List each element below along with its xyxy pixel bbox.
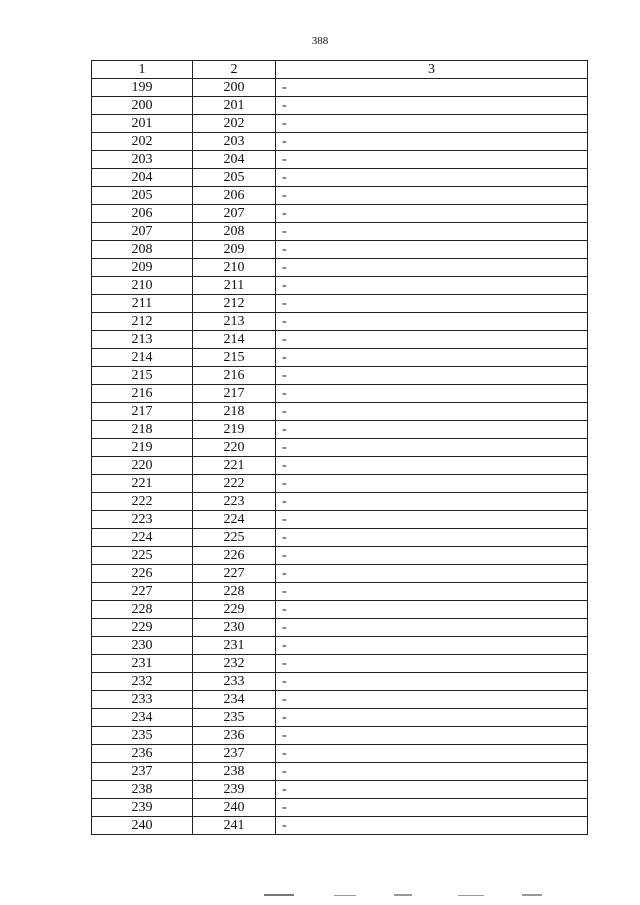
table-cell-col-3: - [276,619,588,637]
table-cell-col-1: 240 [92,817,193,835]
table-cell-col-2: 208 [193,223,276,241]
table-cell-col-2: 202 [193,115,276,133]
table-cell-col-2: 211 [193,277,276,295]
scan-footer-marks [260,894,560,902]
table-cell-col-3: - [276,799,588,817]
table-row [92,763,588,781]
table-row [92,583,588,601]
table-row [92,151,588,169]
table-cell-col-3: - [276,403,588,421]
table-cell-col-3: - [276,439,588,457]
page-number: 388 [311,35,329,47]
table-row [92,817,588,835]
table-cell-col-3: - [276,655,588,673]
table-cell-col-1: 214 [92,349,193,367]
table-row [92,655,588,673]
table-cell-col-3: - [276,709,588,727]
data-table [91,60,588,835]
table-row [92,511,588,529]
table-row [92,115,588,133]
table-cell-col-3: - [276,781,588,799]
table-cell-col-2: 215 [193,349,276,367]
table-cell-col-1: 225 [92,547,193,565]
table-cell-col-1: 230 [92,637,193,655]
table-cell-col-2: 228 [193,583,276,601]
table-cell-col-1: 235 [92,727,193,745]
table-cell-col-1: 203 [92,151,193,169]
table-cell-col-1: 209 [92,259,193,277]
table-row [92,493,588,511]
table-cell-col-3: - [276,367,588,385]
table-row [92,475,588,493]
table-cell-col-1: 215 [92,367,193,385]
table-cell-col-3: - [276,259,588,277]
table-row [92,799,588,817]
table-cell-col-3: - [276,133,588,151]
table-row [92,313,588,331]
table-cell-col-3: - [276,79,588,97]
table-cell-col-2: 234 [193,691,276,709]
table-row [92,79,588,97]
table-cell-col-2: 224 [193,511,276,529]
table-cell-col-3: - [276,187,588,205]
table-cell-col-3: - [276,313,588,331]
table-cell-col-1: 232 [92,673,193,691]
table-cell-col-1: 227 [92,583,193,601]
table-cell-col-2: 232 [193,655,276,673]
table-cell-col-2: 230 [193,619,276,637]
table-row [92,457,588,475]
column-header-2: 2 [193,61,276,79]
table-cell-col-2: 235 [193,709,276,727]
table-row [92,187,588,205]
table-cell-col-3: - [276,205,588,223]
table-cell-col-2: 217 [193,385,276,403]
table-cell-col-3: - [276,151,588,169]
table-cell-col-1: 210 [92,277,193,295]
table-cell-col-2: 226 [193,547,276,565]
table-row [92,241,588,259]
table-cell-col-2: 229 [193,601,276,619]
table-cell-col-3: - [276,601,588,619]
table-cell-col-2: 206 [193,187,276,205]
table-row [92,727,588,745]
table-cell-col-1: 237 [92,763,193,781]
table-cell-col-2: 201 [193,97,276,115]
table-cell-col-2: 220 [193,439,276,457]
table-cell-col-1: 218 [92,421,193,439]
table-row [92,781,588,799]
table-cell-col-2: 223 [193,493,276,511]
table-row [92,529,588,547]
table-cell-col-3: - [276,385,588,403]
table-cell-col-1: 223 [92,511,193,529]
table-cell-col-1: 233 [92,691,193,709]
table-cell-col-3: - [276,331,588,349]
table-cell-col-3: - [276,673,588,691]
table-cell-col-2: 205 [193,169,276,187]
table-cell-col-3: - [276,457,588,475]
table-cell-col-1: 220 [92,457,193,475]
table-cell-col-3: - [276,583,588,601]
table-cell-col-3: - [276,223,588,241]
table-cell-col-3: - [276,277,588,295]
table-cell-col-2: 213 [193,313,276,331]
table-cell-col-2: 236 [193,727,276,745]
table-cell-col-3: - [276,565,588,583]
table-cell-col-1: 204 [92,169,193,187]
table-cell-col-3: - [276,475,588,493]
table-row [92,277,588,295]
table-cell-col-1: 207 [92,223,193,241]
table-cell-col-3: - [276,241,588,259]
table-row [92,259,588,277]
table-row [92,295,588,313]
table-row [92,133,588,151]
table-cell-col-3: - [276,169,588,187]
table-cell-col-3: - [276,691,588,709]
table-cell-col-2: 238 [193,763,276,781]
table-cell-col-3: - [276,547,588,565]
table-cell-col-1: 206 [92,205,193,223]
table-row [92,367,588,385]
table-cell-col-2: 203 [193,133,276,151]
table-row [92,439,588,457]
table-cell-col-1: 219 [92,439,193,457]
table-cell-col-2: 212 [193,295,276,313]
table-cell-col-2: 214 [193,331,276,349]
table-cell-col-1: 226 [92,565,193,583]
table-cell-col-2: 231 [193,637,276,655]
table-row [92,205,588,223]
table-cell-col-2: 204 [193,151,276,169]
table-cell-col-2: 227 [193,565,276,583]
table-cell-col-1: 229 [92,619,193,637]
table-cell-col-2: 241 [193,817,276,835]
table-cell-col-1: 239 [92,799,193,817]
table-cell-col-3: - [276,115,588,133]
table-body [92,79,588,835]
table-row [92,637,588,655]
table-cell-col-1: 200 [92,97,193,115]
table-cell-col-3: - [276,97,588,115]
header-row [92,61,588,79]
table-cell-col-2: 222 [193,475,276,493]
table-row [92,709,588,727]
table-cell-col-3: - [276,637,588,655]
table-cell-col-2: 216 [193,367,276,385]
table-cell-col-1: 224 [92,529,193,547]
table-cell-col-1: 199 [92,79,193,97]
table-row [92,547,588,565]
table-cell-col-1: 208 [92,241,193,259]
table-cell-col-1: 222 [92,493,193,511]
table-cell-col-2: 200 [193,79,276,97]
table-row [92,403,588,421]
table-cell-col-3: - [276,511,588,529]
table-cell-col-1: 221 [92,475,193,493]
table-cell-col-3: - [276,295,588,313]
table-row [92,385,588,403]
table-cell-col-2: 218 [193,403,276,421]
table-cell-col-1: 205 [92,187,193,205]
table-cell-col-1: 201 [92,115,193,133]
table-row [92,97,588,115]
table-row [92,565,588,583]
table-cell-col-1: 213 [92,331,193,349]
column-header-3: 3 [276,61,588,79]
table-row [92,331,588,349]
table-row [92,169,588,187]
table-cell-col-1: 234 [92,709,193,727]
table-row [92,223,588,241]
table-row [92,691,588,709]
table-cell-col-2: 219 [193,421,276,439]
table-row [92,349,588,367]
table-row [92,673,588,691]
table-cell-col-1: 238 [92,781,193,799]
table-cell-col-3: - [276,817,588,835]
table-cell-col-1: 211 [92,295,193,313]
table-cell-col-2: 221 [193,457,276,475]
table-cell-col-3: - [276,763,588,781]
table-row [92,619,588,637]
table-cell-col-3: - [276,349,588,367]
table-cell-col-1: 212 [92,313,193,331]
table-row [92,421,588,439]
table-cell-col-2: 207 [193,205,276,223]
table-header [92,61,588,79]
table-row [92,745,588,763]
table-cell-col-1: 228 [92,601,193,619]
column-header-1: 1 [92,61,193,79]
table-cell-col-3: - [276,727,588,745]
table-cell-col-2: 210 [193,259,276,277]
table-cell-col-2: 239 [193,781,276,799]
table-cell-col-1: 217 [92,403,193,421]
table-cell-col-3: - [276,421,588,439]
table-cell-col-1: 202 [92,133,193,151]
table-cell-col-3: - [276,529,588,547]
table-cell-col-2: 233 [193,673,276,691]
table-cell-col-2: 225 [193,529,276,547]
table-cell-col-2: 209 [193,241,276,259]
table-cell-col-2: 237 [193,745,276,763]
table-cell-col-1: 236 [92,745,193,763]
table-cell-col-2: 240 [193,799,276,817]
table-cell-col-3: - [276,745,588,763]
table-cell-col-1: 231 [92,655,193,673]
table-cell-col-3: - [276,493,588,511]
table-cell-col-1: 216 [92,385,193,403]
table-row [92,601,588,619]
